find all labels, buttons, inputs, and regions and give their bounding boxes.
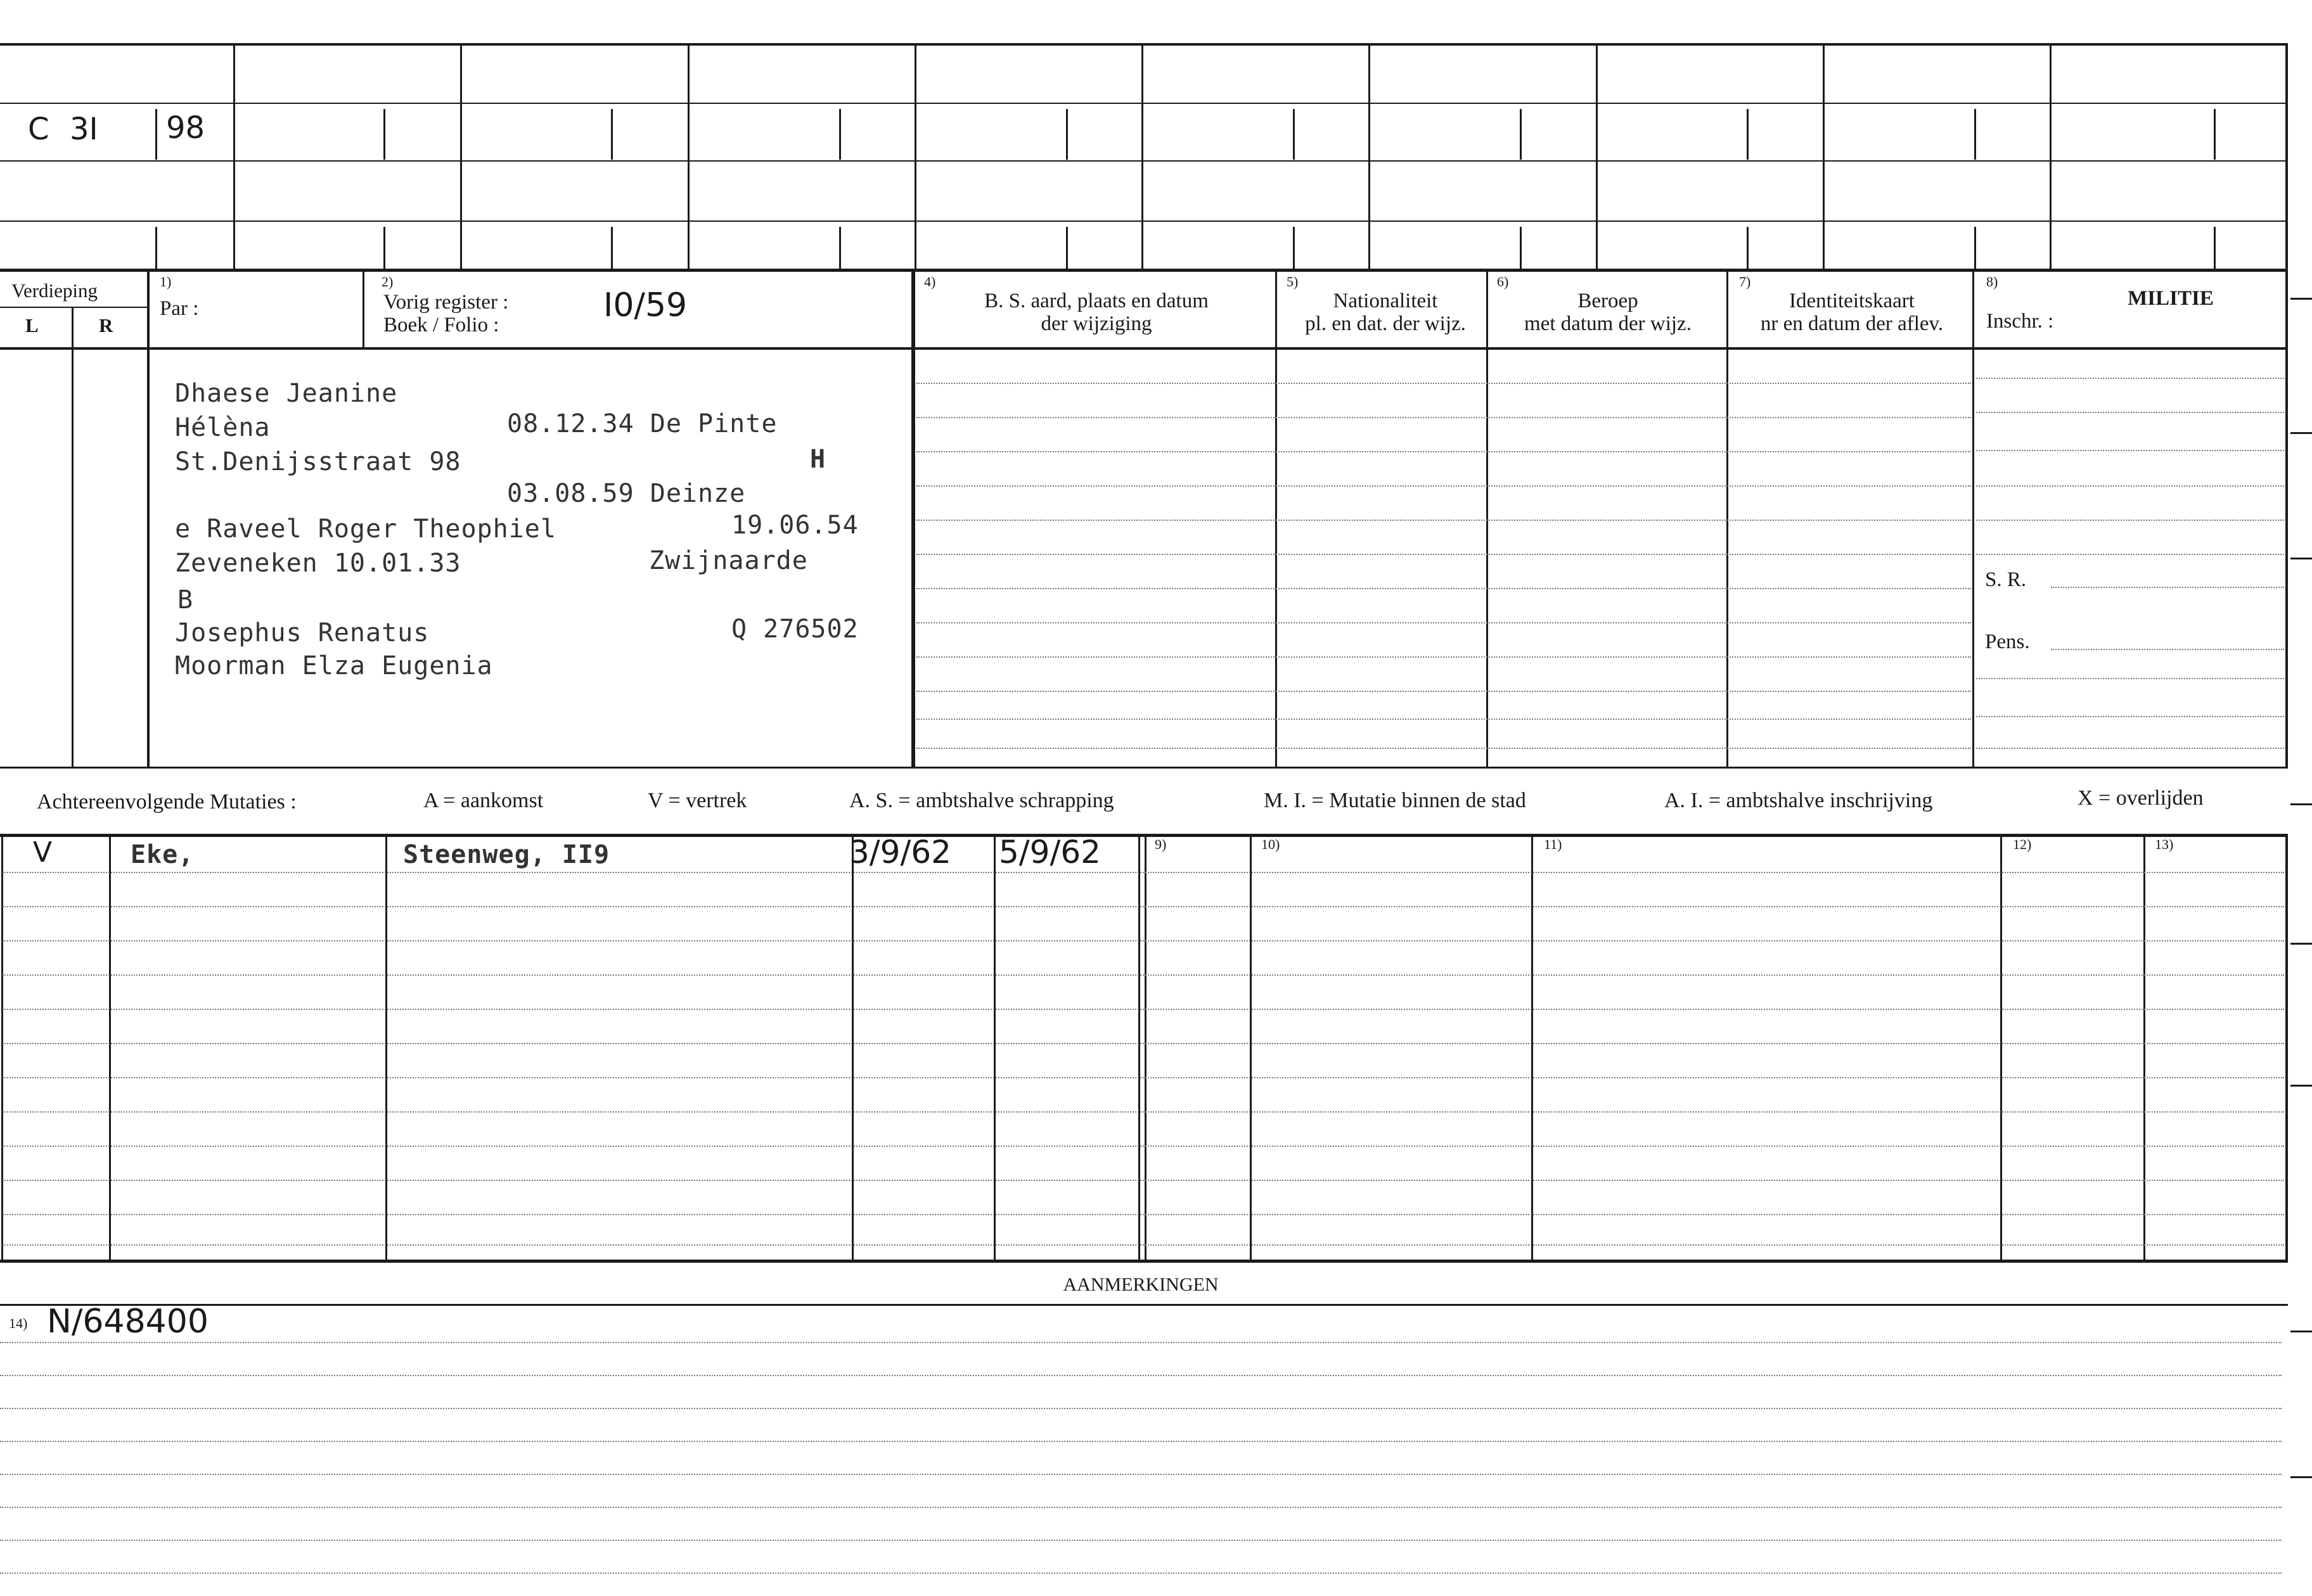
mutation-address: Steenweg, II9 <box>403 840 610 869</box>
remarks-number: 14) <box>9 1315 28 1331</box>
top-code-house: 98 <box>166 110 205 146</box>
legend-title: Achtereenvolgende Mutaties : <box>37 790 297 814</box>
identiteitskaart-label-line1: Identiteitskaart <box>1789 290 1915 312</box>
vorig-register-label: Vorig register : <box>383 291 509 314</box>
mutation-col13-number: 13) <box>2155 836 2174 852</box>
col2-number: 2) <box>382 274 394 290</box>
mutation-type: V <box>33 836 53 869</box>
col7-number: 7) <box>1739 274 1751 290</box>
top-code-letter: C <box>28 112 49 147</box>
militie-label: MILITIE <box>2128 287 2214 310</box>
bs-label-line1: B. S. aard, plaats en datum <box>984 290 1209 312</box>
beroep-label-line2: met datum der wijz. <box>1524 312 1692 335</box>
legend-aankomst: A = aankomst <box>423 789 544 812</box>
col8-number: 8) <box>1986 274 1998 290</box>
b-mark: B <box>177 585 194 615</box>
arrival-date-place: 03.08.59 Deinze <box>507 479 746 508</box>
id-card-number: Q 276502 <box>731 615 859 644</box>
mutation-col12-number: 12) <box>2013 836 2032 852</box>
legend-vertrek: V = vertrek <box>648 789 747 812</box>
vorig-register-value: I0/59 <box>603 286 688 324</box>
col5-number: 5) <box>1287 274 1299 290</box>
remarks-value: N/648400 <box>47 1303 209 1341</box>
nationaliteit-label-line1: Nationaliteit <box>1333 290 1438 312</box>
identiteitskaart-label-line2: nr en datum der aflev. <box>1760 312 1944 335</box>
bs-label-line2: der wijziging <box>1041 312 1152 335</box>
person-name: Dhaese Jeanine <box>175 379 398 408</box>
mother-name: Moorman Elza Eugenia <box>175 651 493 680</box>
top-register-strip <box>0 43 2288 270</box>
marriage-date: 19.06.54 <box>731 511 859 540</box>
right-label: R <box>99 314 113 336</box>
top-code-number: 3I <box>70 112 98 147</box>
mutation-col10-number: 10) <box>1261 836 1280 852</box>
legend-mutatie-binnen: M. I. = Mutatie binnen de stad <box>1264 789 1526 812</box>
left-label: L <box>25 314 39 336</box>
nationaliteit-label-line2: pl. en dat. der wijz. <box>1305 312 1466 335</box>
spouse-name: e Raveel Roger Theophiel <box>175 514 556 544</box>
boek-folio-label: Boek / Folio : <box>383 314 499 336</box>
col6-number: 6) <box>1497 274 1509 290</box>
person-given-name: Hélèna <box>175 413 271 442</box>
mutation-date1: 3/9/62 <box>849 834 951 871</box>
father-name: Josephus Renatus <box>175 618 430 648</box>
birth-date-place: 08.12.34 De Pinte <box>507 409 778 438</box>
verdieping-label: Verdieping <box>11 279 98 302</box>
par-label: Par : <box>160 297 199 320</box>
mutation-col11-number: 11) <box>1544 836 1562 852</box>
mutation-date2: 5/9/62 <box>999 834 1101 871</box>
col1-number: 1) <box>160 274 172 290</box>
spouse-birth: Zeveneken 10.01.33 <box>175 549 461 578</box>
mutation-col9-number: 9) <box>1155 836 1167 852</box>
inschr-label: Inschr. : <box>1986 310 2054 333</box>
h-mark: H <box>810 445 826 474</box>
street-address: St.Denijsstraat 98 <box>175 447 461 476</box>
mutation-place: Eke, <box>131 840 195 869</box>
remarks-title: AANMERKINGEN <box>1063 1274 1219 1295</box>
pens-label: Pens. <box>1985 630 2030 653</box>
beroep-label-line1: Beroep <box>1577 290 1638 312</box>
sr-label: S. R. <box>1985 568 2027 591</box>
legend-ambtshalve-schrapping: A. S. = ambtshalve schrapping <box>849 789 1114 812</box>
legend-ambtshalve-inschrijving: A. I. = ambtshalve inschrijving <box>1664 789 1933 812</box>
spouse-birth-place: Zwijnaarde <box>649 546 808 575</box>
col4-number: 4) <box>924 274 936 290</box>
legend-overlijden: X = overlijden <box>2078 786 2204 810</box>
